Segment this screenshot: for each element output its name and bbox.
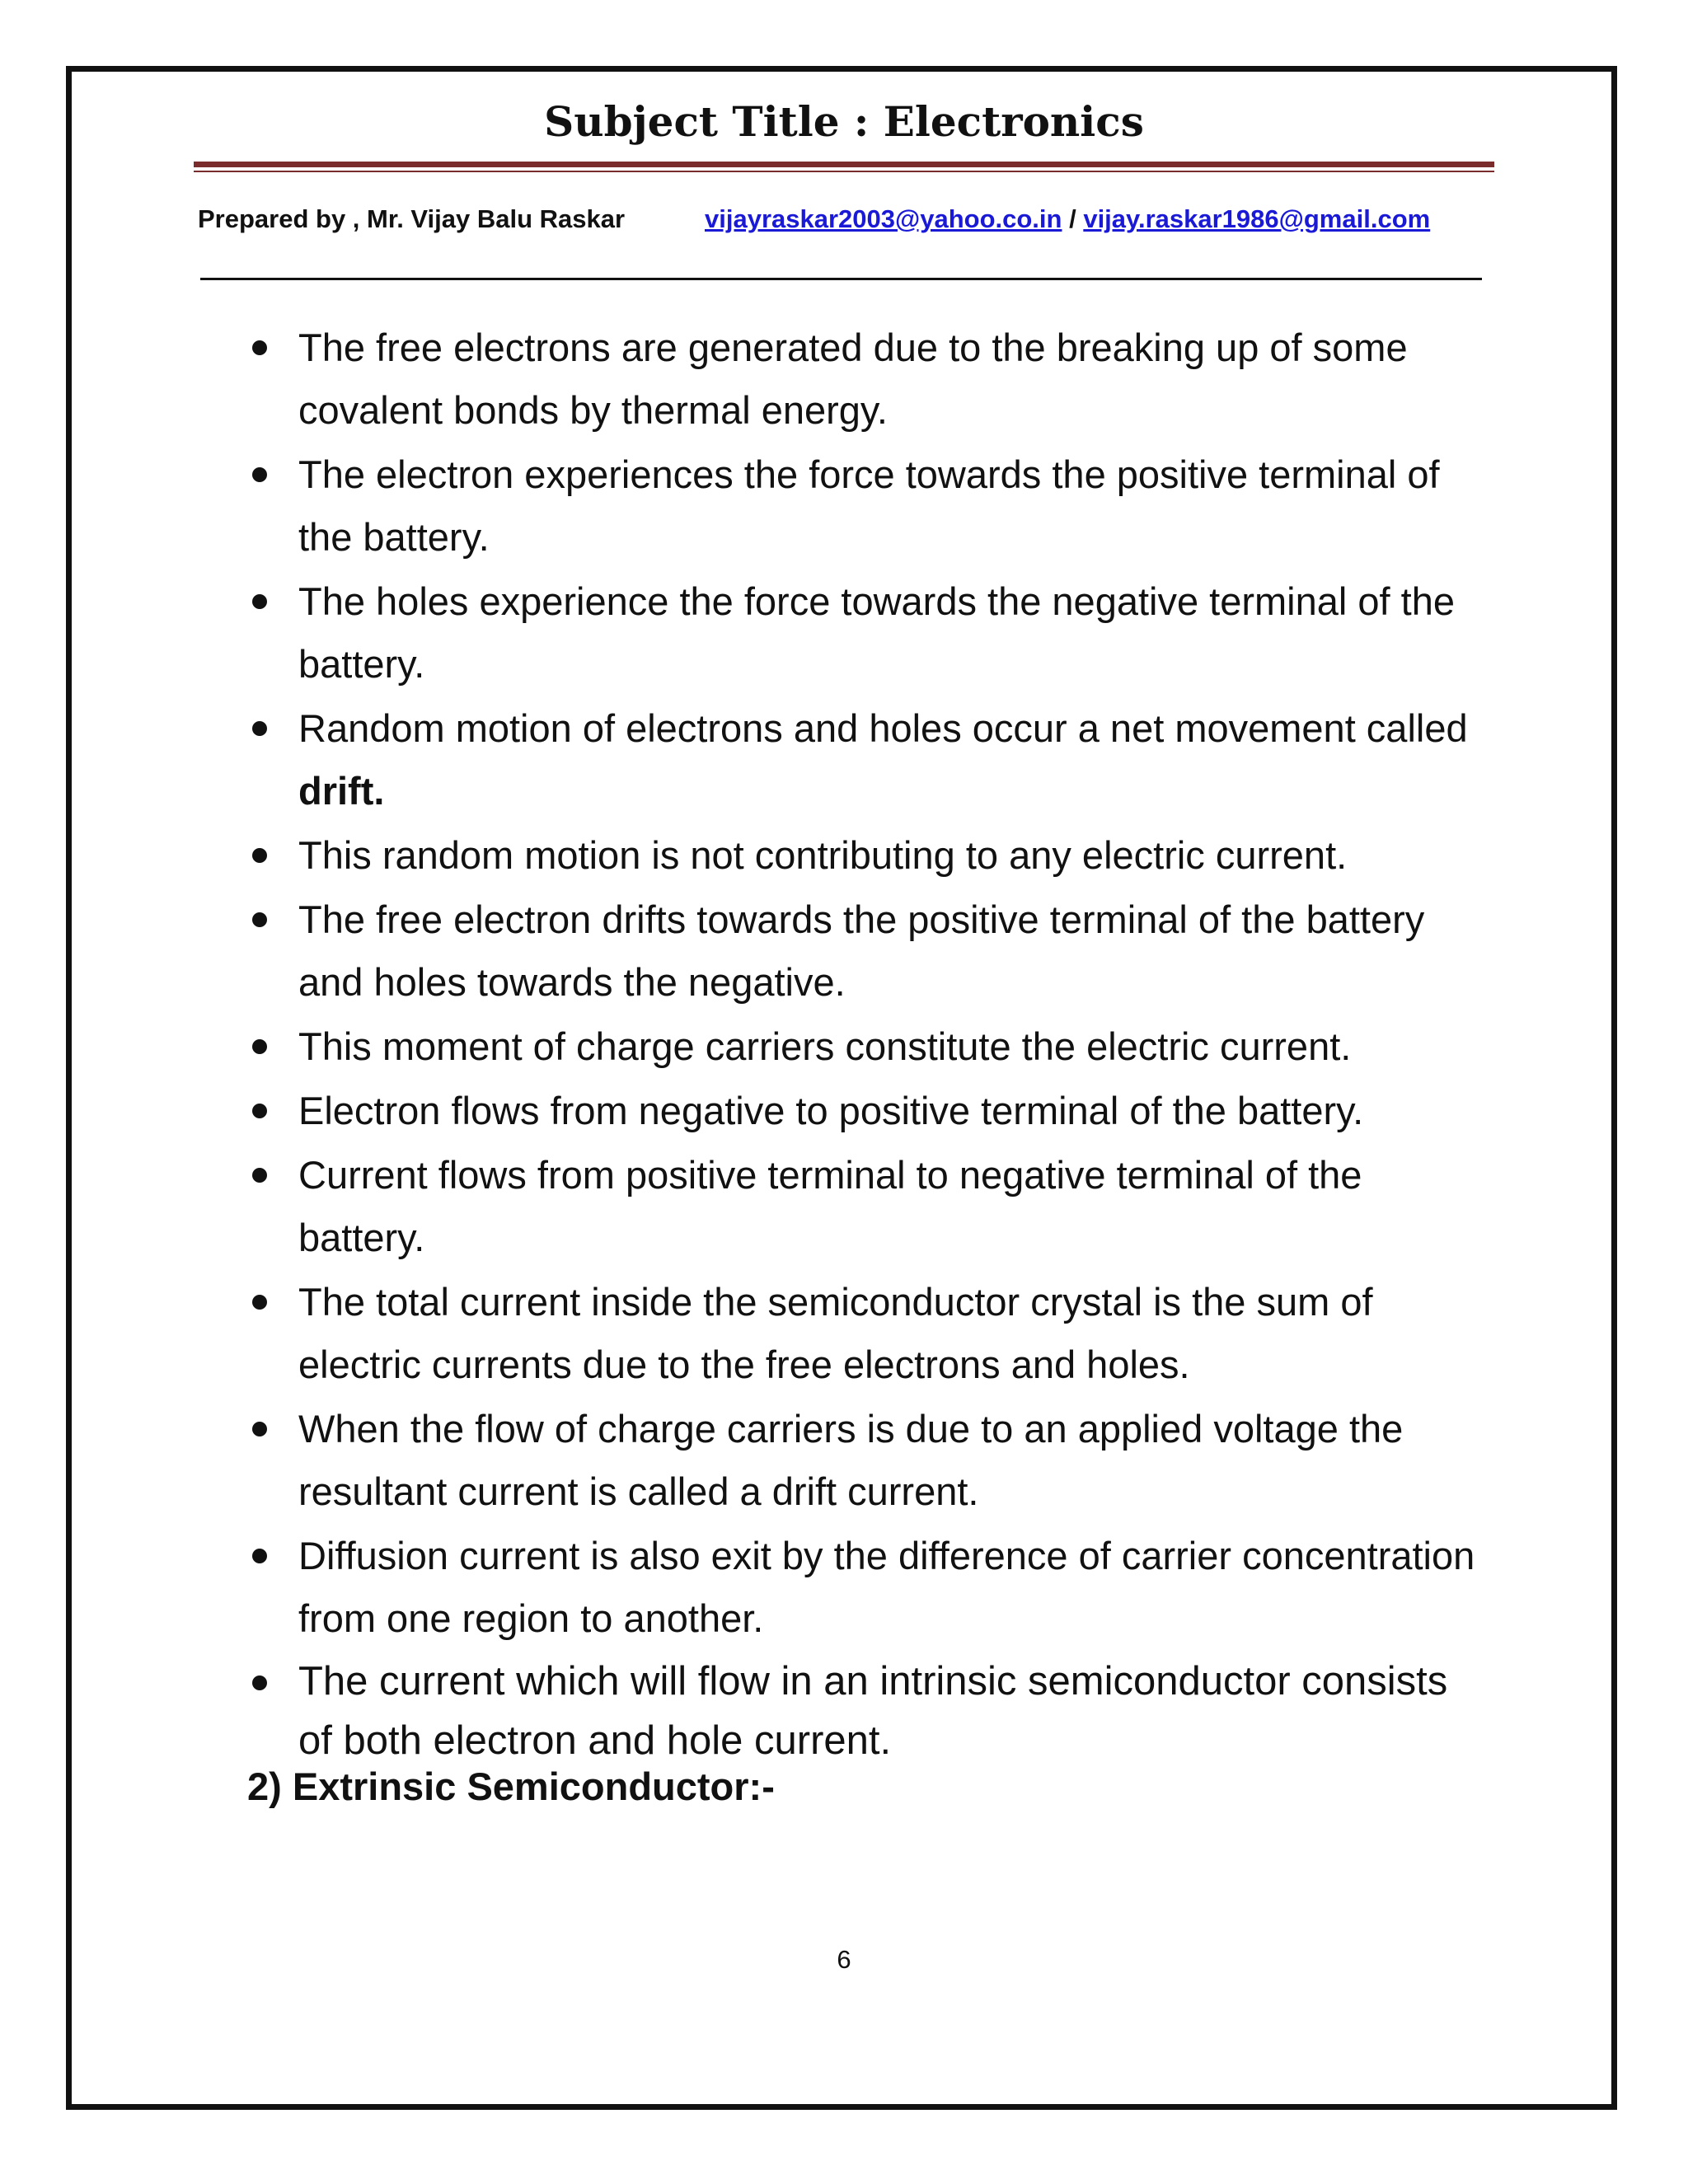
bullet-text: The free electron drifts towards the positive terminal of the battery and holes towards the negative.: [298, 898, 1425, 1004]
list-item: [247, 570, 1484, 696]
bullet-text: The total current inside the semiconductor crystal is the sum of electric currents due to the free electrons and holes.: [298, 1280, 1373, 1386]
bullet-text: Current flows from positive terminal to negative terminal of the battery.: [298, 1153, 1362, 1259]
bullet-icon: [252, 1675, 267, 1690]
list-item: [247, 1525, 1484, 1650]
list-item: [247, 888, 1484, 1014]
bullet-icon: [252, 594, 267, 609]
section-heading: 2) Extrinsic Semiconductor:-: [247, 1765, 775, 1808]
list-item: [247, 1652, 1484, 1770]
list-item: [247, 316, 1484, 442]
bullet-list: [247, 316, 1484, 1772]
bullet-text: This moment of charge carriers constitute the electric current.: [298, 1024, 1352, 1068]
header-divider: [200, 278, 1482, 280]
bullet-icon: [252, 721, 267, 736]
title-rule: [194, 162, 1494, 167]
bullet-icon: [252, 467, 267, 482]
bullet-icon: [252, 1039, 267, 1054]
bullet-text: Random motion of electrons and holes occur a net movement called: [298, 706, 1468, 750]
bold-term: drift.: [298, 769, 385, 813]
list-item: [247, 443, 1484, 569]
email-link-gmail[interactable]: vijay.raskar1986@gmail.com: [1083, 204, 1431, 233]
list-item: [247, 1144, 1484, 1269]
bullet-text: The current which will flow in an intrinsic semiconductor consists of both electron and hole current.: [298, 1659, 1448, 1763]
subject-title: Subject Title : Electronics: [544, 97, 1144, 146]
email-link-yahoo[interactable]: vijayraskar2003@yahoo.co.in: [705, 204, 1062, 233]
list-item: [247, 1271, 1484, 1396]
bullet-text: This random motion is not contributing to any electric current.: [298, 833, 1348, 877]
list-item: [247, 1398, 1484, 1523]
email-separator: /: [1062, 204, 1084, 233]
bullet-icon: [252, 912, 267, 927]
list-item: [247, 1015, 1484, 1078]
bullet-text: Diffusion current is also exit by the difference of carrier concentration from one region to another.: [298, 1534, 1475, 1640]
bullet-icon: [252, 340, 267, 355]
bullet-icon: [252, 1422, 267, 1436]
bullet-text: The holes experience the force towards the negative terminal of the battery.: [298, 579, 1455, 686]
bullet-icon: [252, 1168, 267, 1183]
bullet-icon: [252, 848, 267, 863]
author-name: Prepared by , Mr. Vijay Balu Raskar: [198, 204, 626, 233]
bullet-icon: [252, 1295, 267, 1310]
bullet-text: Electron flows from negative to positive terminal of the battery.: [298, 1089, 1364, 1132]
bullet-icon: [252, 1104, 267, 1118]
page-number: 6: [837, 1945, 851, 1974]
prepared-by-line: [198, 204, 1484, 234]
list-item: [247, 824, 1484, 887]
bullet-text: The electron experiences the force towards the positive terminal of the battery.: [298, 452, 1440, 559]
list-item: [247, 1080, 1484, 1142]
list-item: [247, 697, 1484, 823]
bullet-text: The free electrons are generated due to the breaking up of some covalent bonds by thermal energy.: [298, 326, 1408, 432]
title-rule-thin: [194, 171, 1494, 172]
bullet-icon: [252, 1549, 267, 1563]
bullet-text: When the flow of charge carriers is due to an applied voltage the resultant current is called a drift current.: [298, 1407, 1404, 1513]
